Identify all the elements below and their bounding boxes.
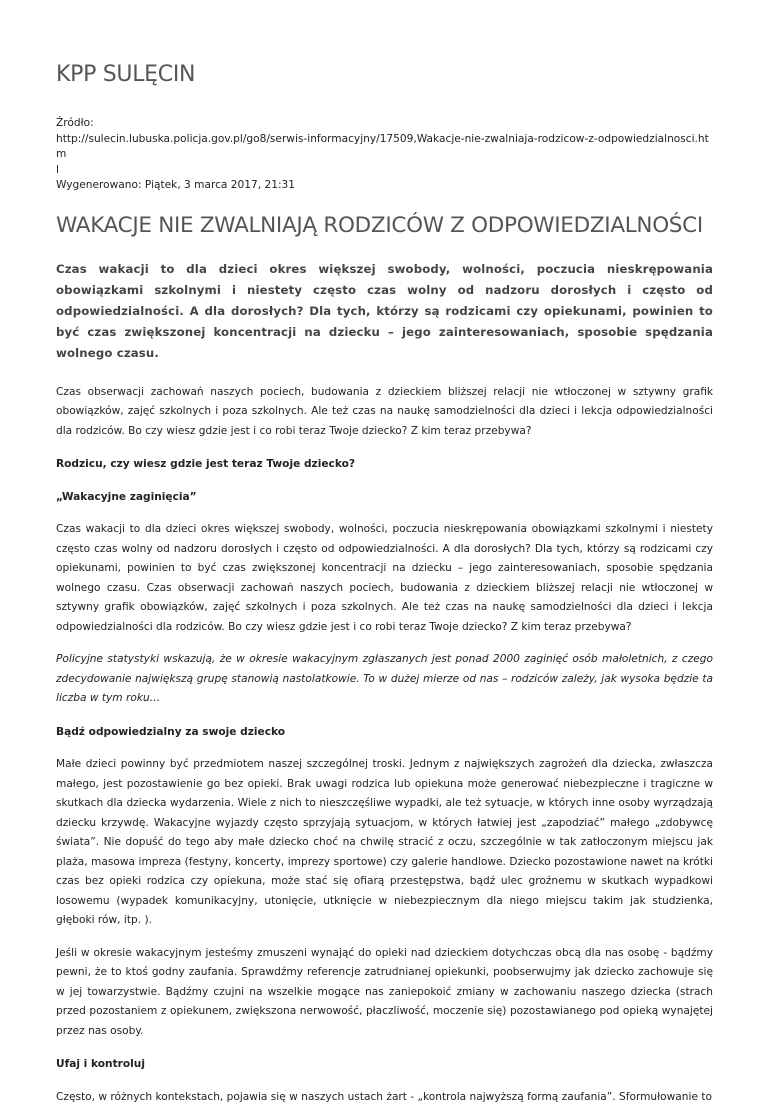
article-lead: Czas wakacji to dla dzieci okres większej swobody, wolności, poczucia nieskrępowania obowiązkami szkolnymi i niestety często czas wolny od nadzoru dorosłych i często od odpowiedzialności. A dla dorosłych? Dla tych, którzy są rodzicami czy opiekunami, powinien to być czas zwiększonej koncentracji na dziecku – jego zainteresowaniach, sposobie spędzania wolnego czasu. <box>56 259 713 364</box>
section-heading: „Wakacyjne zaginięcia” <box>56 488 713 508</box>
body-paragraph: Często, w różnych kontekstach, pojawia się w naszych ustach żart - „kontrola najwyższą formą zaufania”. Sformułowanie to <box>56 1088 713 1107</box>
generated-timestamp: Wygenerowano: Piątek, 3 marca 2017, 21:31 <box>56 178 713 194</box>
section-heading: Ufaj i kontroluj <box>56 1055 713 1075</box>
site-title: KPP SULĘCIN <box>56 0 713 88</box>
source-url-tail[interactable]: l <box>56 163 713 179</box>
section-heading: Rodzicu, czy wiesz gdzie jest teraz Twoje dziecko? <box>56 455 713 475</box>
body-paragraph: Jeśli w okresie wakacyjnym jesteśmy zmuszeni wynająć do opieki nad dzieckiem dotychczas obcą dla nas osobę - bądźmy pewni, że to ktoś godny zaufania. Sprawdźmy referencje zatrudnianej opiekunki, poobserwujmy jak dziecko zachowuje się w jej towarzystwie. Bądźmy czujni na wszelkie mogące nas zaniepokoić zmiany w zachowaniu naszego dziecka (strach przed pozostaniem z opiekunem, zwiększona nerwowość, płaczliwość, moczenie się) pozostawianego pod opieką wynajętej przez nas osoby. <box>56 944 713 1042</box>
statistics-paragraph: Policyjne statystyki wskazują, że w okresie wakacyjnym zgłaszanych jest ponad 2000 zaginięć osób małoletnich, z czego zdecydowanie największą grupę stanowią nastolatkowie. To w dużej mierze od nas – rodziców zależy, jak wysoka będzie ta liczba w tym roku… <box>56 650 713 709</box>
document-meta <box>56 116 713 194</box>
body-paragraph: Czas wakacji to dla dzieci okres większej swobody, wolności, poczucia nieskrępowania obowiązkami szkolnymi i niestety często czas wolny od nadzoru dorosłych i często od odpowiedzialności. A dla dorosłych? Dla tych, którzy są rodzicami czy opiekunami, powinien to być czas zwiększonej koncentracji na dziecku – jego zainteresowaniach, sposobie spędzania wolnego czasu. Czas obserwacji zachowań naszych pociech, budowania z dzieckiem bliższej relacji nie wtłoczonej w sztywny grafik obowiązków, zajęć szkolnych i poza szkolnych. Ale też czas na naukę samodzielności dla dzieci i lekcja odpowiedzialności dla rodziców. Bo czy wiesz gdzie jest i co robi teraz Twoje dziecko? Z kim teraz przebywa? <box>56 520 713 637</box>
body-paragraph: Małe dzieci powinny być przedmiotem naszej szczególnej troski. Jednym z największych zagrożeń dla dziecka, zwłaszcza małego, jest pozostawienie go bez opieki. Brak uwagi rodzica lub opiekuna może generować niebezpieczne i tragiczne w skutkach dla dziecka wydarzenia. Wiele z nich to nieszczęśliwe wypadki, ale też sytuacje, w których inne osoby wyrządzają dziecku krzywdę. Wakacyjne wyjazdy często sprzyjają sytuacjom, w których łatwiej jest „zapodziać” małego „zdobywcę świata”. Nie dopuść do tego aby małe dziecko choć na chwilę stracić z oczu, szczególnie w tak zatłoczonym miejscu jak plaża, masowa impreza (festyny, koncerty, imprezy sportowe) czy galerie handlowe. Dziecko pozostawione nawet na krótki czas bez opieki rodzica czy opiekuna, może stać się ofiarą przestępstwa, bądź ulec groźnemu w skutkach wypadkowi losowemu (wypadek komunikacyjny, utonięcie, utknięcie w niebezpiecznym dla niego miejscu takim jak studzienka, głęboki rów, itp. ). <box>56 755 713 931</box>
section-heading: Bądź odpowiedzialny za swoje dziecko <box>56 723 713 743</box>
source-url[interactable]: http://sulecin.lubuska.policja.gov.pl/go8/serwis-informacyjny/17509,Wakacje-nie-zwalniaja-rodzicow-z-odpowiedzialnosci.htm <box>56 132 713 163</box>
source-label: Źródło: <box>56 116 713 132</box>
article-title: WAKACJE NIE ZWALNIAJĄ RODZICÓW Z ODPOWIEDZIALNOŚCI <box>56 213 713 239</box>
intro-paragraph: Czas obserwacji zachowań naszych pociech, budowania z dzieckiem bliższej relacji nie wtłoczonej w sztywny grafik obowiązków, zajęć szkolnych i poza szkolnych. Ale też czas na naukę samodzielności dla dzieci i lekcja odpowiedzialności dla rodziców. Bo czy wiesz gdzie jest i co robi teraz Twoje dziecko? Z kim teraz przebywa? <box>56 383 713 442</box>
